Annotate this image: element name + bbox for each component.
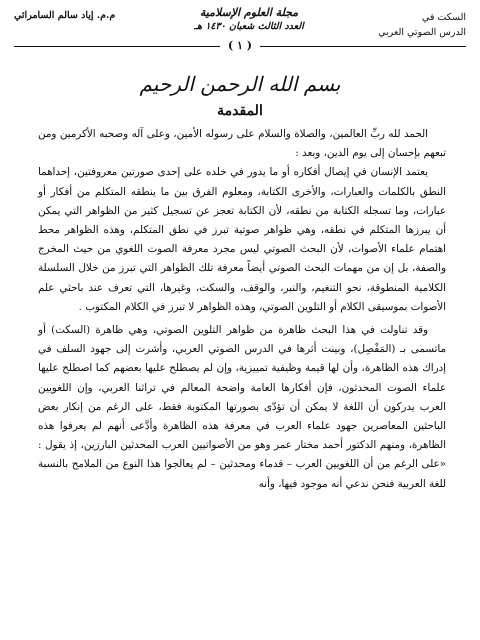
author-name: م.م. إياد سالم السامرائي (14, 10, 116, 21)
journal-info (164, 6, 334, 34)
page-number: ( ١ ) (220, 38, 260, 54)
paragraph-1: يعتمد الإنسان في إيصال أفكاره أو ما يدور في خلده على إحدى صورتين معروفتين، إحداهما النطق بالكلمات والعبارات، والأخرى الكتابة، ومعلوم الفرق بين ما ينطقه المتكلم من أفكار أو عبارات، وما تسجله الكتابة من نطقه، لأن الكتابة تعجز عن تسجيل كثير من الظواهر التي يمكن أن يبرزها المتكلم في نطقه، وهي ظواهر صوتية تبرز في نطق المتكلم، وهذه الظواهر محط اهتمام علماء الأصوات، لأن البحث الصوتي ليس مجرد معرفة الصوت اللغوي من حيث المخرج والصفة، بل إن من مهمات البحث الصوتي أيضاً معرفة تلك الظواهر التي تبرز من خلال السلسلة الكلامية المنطوقة، نحو التنغيم، والنبر، والوقف، والسكت، وغيرها، التي تعرف عند باحثي علم الأصوات بموسيقى الكلام أو التلوين الصوتي، وهذه الظواهر لا تبرز في الكلام المكتوب . (38, 166, 446, 313)
section-title-line1: السكت في (421, 12, 466, 23)
issue-info: العدد الثالث شعبان ١٤٣٠ هـ (194, 21, 304, 32)
journal-name: مجلة العلوم الإسلامية (199, 6, 299, 19)
paragraph-intro: الحمد لله ربِّ العالمين، والصلاة والسلام على رسوله الأمين، وعلى آله وصحبه الأكرمين ومن تبعهم بإحسان إلى يوم الدين، وبعد : (38, 128, 446, 160)
section-title (378, 10, 466, 40)
section-title-line2: الدرس الصوتي العربي (378, 27, 466, 38)
section-heading: المقدمة (217, 103, 263, 119)
body-text (38, 125, 446, 494)
paragraph-2: وقد تناولت في هذا البحث ظاهرة من ظواهر التلوين الصوتي، وهي ظاهرة (السكت) أو ماتسمى بـ (المَفْصِل)، وبينت أثرها في الدرس الصوتي العربي، وأشرت إلى جهود السلف في إدراك هذه الظاهرة، وأن لها قيمة وظيفية تمييزية، وإن لم يصطلح عليها بعضهم كما اصطلح عليها علماء الصوت المحدثون، فإن أفكارها العامة واضحة المعالم في تراثنا العربي، وإن اللغويين العرب يدركون أن اللغة لا يمكن أن تؤدّى بصورتها المكتوبة فقط، على الرغم من إنكار بعض الباحثين المعاصرين جهود علماء العرب في معرفة هذه الظاهرة وأدَّعى أنهم لم يعرفوا هذه الظاهرة، ومنهم الدكتور أحمد مختار عمر وهو من الأصواتيين العرب المحدثين البارزين، إذ يقول : «على الرغم من أن اللغويين العرب – قدماء ومحدثين – لم يعالجوا هذا النوع من الملامح بالنسبة للغة العربية فنحن ندعي أنه موجود فيها، وأنه (38, 324, 446, 490)
basmala: بسم الله الرحمن الرحيم (139, 72, 341, 96)
